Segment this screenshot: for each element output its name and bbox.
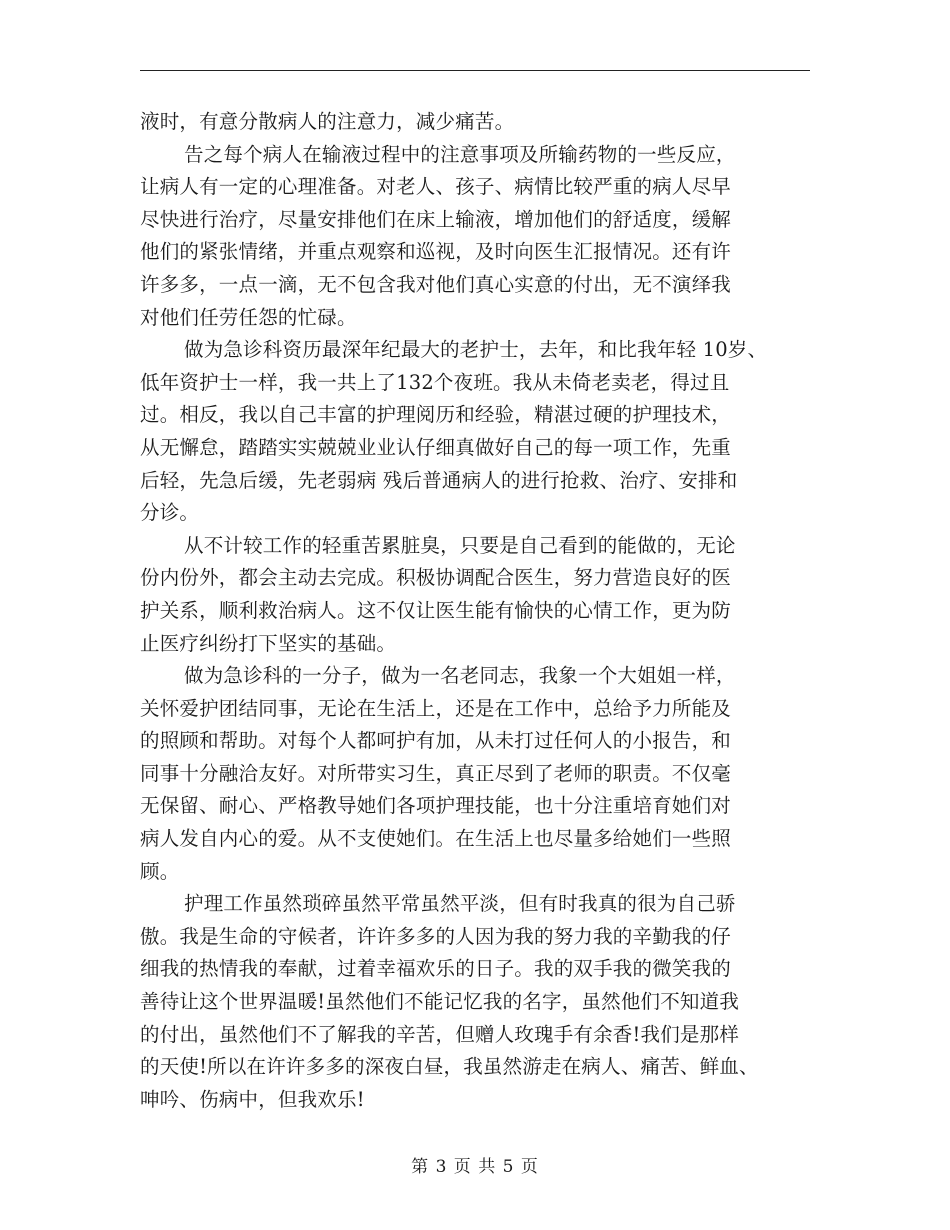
page-number: 第 3 页 共 5 页: [411, 1157, 539, 1177]
text-line: 他们的紧张情绪，并重点观察和巡视，及时向医生汇报情况。还有许: [140, 240, 732, 264]
text-line: 过。相反，我以自己丰富的护理阅历和经验，精湛过硬的护理技术，: [140, 403, 732, 427]
text-line: 无保留、耐心、严格教导她们各项护理技能，也十分注重培育她们对: [140, 794, 732, 818]
text-line: 关怀爱护团结同事，无论在生活上，还是在工作中，总给予力所能及: [140, 696, 732, 720]
text-line: 顾。: [140, 859, 180, 883]
text-line: 许多多，一点一滴，无不包含我对他们真心实意的付出，无不演绎我: [140, 272, 732, 296]
text-line: 从不计较工作的轻重苦累脏臭，只要是自己看到的能做的，无论: [184, 533, 736, 557]
text-line: 份内份外，都会主动去完成。积极协调配合医生，努力营造良好的医: [140, 566, 732, 590]
header-rule: [140, 70, 810, 71]
text-line: 的照顾和帮助。对每个人都呵护有加，从未打过任何人的小报告，和: [140, 729, 732, 753]
text-line: 病人发自内心的爱。从不支使她们。在生活上也尽量多给她们一些照: [140, 827, 732, 851]
text-line: 分诊。: [140, 501, 200, 525]
text-line: 低年资护士一样，我一共上了132个夜班。我从未倚老卖老，得过且: [140, 370, 730, 394]
text-line: 护理工作虽然琐碎虽然平常虽然平淡，但有时我真的很为自己骄: [184, 892, 736, 916]
text-line: 液时，有意分散病人的注意力，减少痛苦。: [140, 110, 515, 133]
body-text: [140, 106, 840, 1116]
text-line: 傲。我是生命的守候者，许许多多的人因为我的努力我的辛勤我的仔: [140, 924, 732, 948]
text-line: 善待让这个世界温暖!虽然他们不能记忆我的名字，虽然他们不知道我: [140, 990, 740, 1014]
text-line: 做为急诊科的一分子，做为一名老同志，我象一个大姐姐一样，: [184, 664, 736, 688]
text-line: 同事十分融洽友好。对所带实习生，真正尽到了老师的职责。不仅毫: [140, 761, 732, 785]
text-line: 后轻，先急后缓，先老弱病 残后普通病人的进行抢救、治疗、安排和: [140, 468, 738, 492]
text-line: 呻吟、伤病中，但我欢乐!: [140, 1087, 365, 1111]
text-line: 细我的热情我的奉献，过着幸福欢乐的日子。我的双手我的微笑我的: [140, 957, 732, 981]
text-line: 让病人有一定的心理准备。对老人、孩子、病情比较严重的病人尽早: [140, 175, 732, 199]
text-line: 尽快进行治疗，尽量安排他们在床上输液，增加他们的舒适度，缓解: [140, 207, 732, 231]
text-line: 的天使!所以在许许多多的深夜白昼，我虽然游走在病人、痛苦、鲜血、: [140, 1055, 759, 1079]
text-line: 对他们任劳任怨的忙碌。: [140, 305, 357, 329]
text-line: 护关系，顺利救治病人。这不仅让医生能有愉快的心情工作，更为防: [140, 598, 732, 622]
text-line: 做为急诊科资历最深年纪最大的老护士，去年，和比我年轻 10岁、: [184, 338, 768, 362]
text-line: 的付出，虽然他们不了解我的辛苦，但赠人玫瑰手有余香!我们是那样: [140, 1022, 740, 1046]
text-line: 从无懈怠，踏踏实实兢兢业业认仔细真做好自己的每一项工作，先重: [140, 435, 732, 459]
text-line: 止医疗纠纷打下坚实的基础。: [140, 631, 397, 655]
text-line: 告之每个病人在输液过程中的注意事项及所输药物的一些反应，: [184, 142, 736, 166]
